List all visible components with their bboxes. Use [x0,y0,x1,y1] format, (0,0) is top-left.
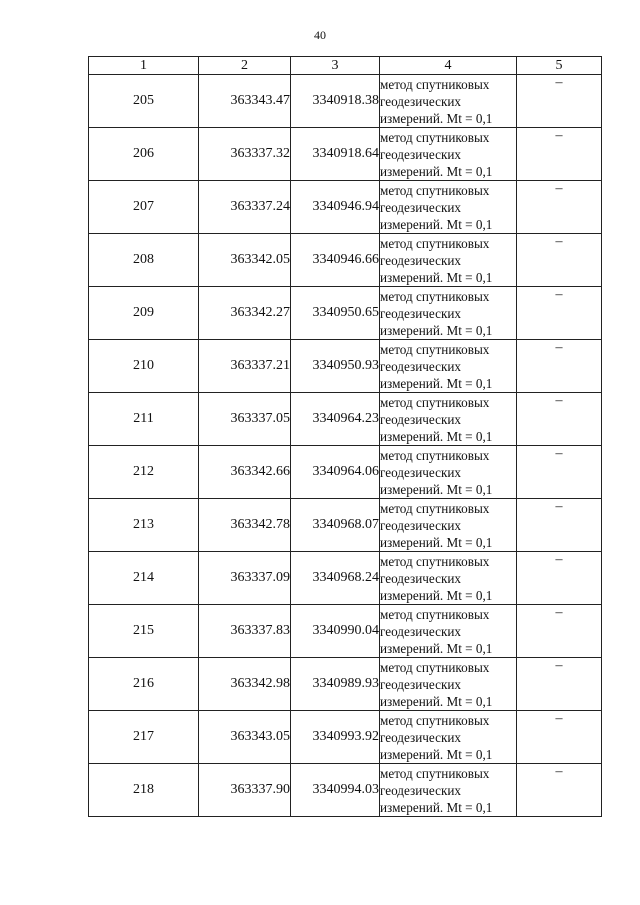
method-line-3: измерений. Mt = 0,1 [380,746,493,762]
method-line-3: измерений. Mt = 0,1 [380,110,493,126]
coordinate-y: 3340989.93 [291,658,380,711]
method-line-2: геодезических [380,570,462,586]
table-row [89,287,602,340]
coordinate-x: 363337.05 [199,393,291,446]
table-row [89,393,602,446]
method-line-1: метод спутниковых [380,129,490,145]
note-cell: – [517,128,602,181]
method-line-2: геодезических [380,199,462,215]
point-number: 208 [89,234,199,287]
method-cell [380,764,517,817]
method-line-3: измерений. Mt = 0,1 [380,693,493,709]
page-number: 40 [314,28,326,42]
method-line-1: метод спутниковых [380,500,490,516]
note-cell: – [517,287,602,340]
note-cell: – [517,75,602,128]
point-number: 211 [89,393,199,446]
coordinate-y: 3340918.64 [291,128,380,181]
point-number: 205 [89,75,199,128]
method-line-2: геодезических [380,146,462,162]
point-number: 217 [89,711,199,764]
method-line-1: метод спутниковых [380,659,490,675]
method-cell [380,711,517,764]
point-number: 214 [89,552,199,605]
table-row [89,605,602,658]
point-number: 206 [89,128,199,181]
point-number: 209 [89,287,199,340]
method-line-1: метод спутниковых [380,606,490,622]
method-line-2: геодезических [380,517,462,533]
table-row [89,128,602,181]
method-cell [380,340,517,393]
method-line-3: измерений. Mt = 0,1 [380,216,493,232]
table-row [89,75,602,128]
coordinate-x: 363342.27 [199,287,291,340]
coordinate-y: 3340950.93 [291,340,380,393]
table-row [89,446,602,499]
coordinate-y: 3340946.94 [291,181,380,234]
method-line-3: измерений. Mt = 0,1 [380,269,493,285]
note-cell: – [517,340,602,393]
method-line-1: метод спутниковых [380,76,490,92]
table-row [89,658,602,711]
method-line-3: измерений. Mt = 0,1 [380,375,493,391]
table-row [89,764,602,817]
method-line-3: измерений. Mt = 0,1 [380,163,493,179]
coordinate-x: 363337.83 [199,605,291,658]
method-line-3: измерений. Mt = 0,1 [380,322,493,338]
coordinate-y: 3340968.07 [291,499,380,552]
coordinate-x: 363337.32 [199,128,291,181]
coordinate-y: 3340964.23 [291,393,380,446]
table-row [89,711,602,764]
method-line-1: метод спутниковых [380,712,490,728]
method-line-3: измерений. Mt = 0,1 [380,534,493,550]
coordinate-y: 3340968.24 [291,552,380,605]
column-header-3: 3 [291,57,380,75]
method-cell [380,393,517,446]
coordinates-table [88,56,602,817]
method-cell [380,499,517,552]
coordinate-x: 363337.24 [199,181,291,234]
coordinate-x: 363343.05 [199,711,291,764]
method-cell [380,552,517,605]
method-cell [380,446,517,499]
coordinate-x: 363342.98 [199,658,291,711]
method-line-2: геодезических [380,252,462,268]
note-cell: – [517,181,602,234]
coordinate-x: 363337.21 [199,340,291,393]
note-cell: – [517,499,602,552]
coordinate-y: 3340990.04 [291,605,380,658]
note-cell: – [517,234,602,287]
coordinate-y: 3340918.38 [291,75,380,128]
method-line-2: геодезических [380,729,462,745]
method-cell [380,605,517,658]
note-cell: – [517,658,602,711]
table-row [89,181,602,234]
table-row [89,499,602,552]
method-line-1: метод спутниковых [380,288,490,304]
method-cell [380,287,517,340]
method-line-2: геодезических [380,411,462,427]
coordinate-x: 363337.09 [199,552,291,605]
method-line-1: метод спутниковых [380,235,490,251]
coordinate-y: 3340964.06 [291,446,380,499]
coordinate-y: 3340994.03 [291,764,380,817]
method-line-1: метод спутниковых [380,553,490,569]
method-line-2: геодезических [380,93,462,109]
table-row [89,234,602,287]
note-cell: – [517,552,602,605]
method-cell [380,128,517,181]
point-number: 207 [89,181,199,234]
coordinate-x: 363342.78 [199,499,291,552]
header-row [89,57,602,75]
table-header [89,57,602,75]
method-line-1: метод спутниковых [380,182,490,198]
point-number: 215 [89,605,199,658]
coordinate-x: 363342.66 [199,446,291,499]
method-line-3: измерений. Mt = 0,1 [380,640,493,656]
method-line-3: измерений. Mt = 0,1 [380,428,493,444]
method-line-2: геодезических [380,464,462,480]
method-line-3: измерений. Mt = 0,1 [380,587,493,603]
table-body [89,75,602,817]
column-header-4: 4 [380,57,517,75]
note-cell: – [517,711,602,764]
method-cell [380,75,517,128]
point-number: 212 [89,446,199,499]
column-header-5: 5 [517,57,602,75]
method-line-2: геодезических [380,305,462,321]
coordinate-x: 363337.90 [199,764,291,817]
coordinate-y: 3340993.92 [291,711,380,764]
column-header-1: 1 [89,57,199,75]
note-cell: – [517,393,602,446]
note-cell: – [517,605,602,658]
point-number: 218 [89,764,199,817]
method-line-3: измерений. Mt = 0,1 [380,799,493,815]
method-line-1: метод спутниковых [380,447,490,463]
method-line-1: метод спутниковых [380,341,490,357]
table-row [89,340,602,393]
column-header-2: 2 [199,57,291,75]
method-line-2: геодезических [380,358,462,374]
method-line-1: метод спутниковых [380,765,490,781]
note-cell: – [517,764,602,817]
point-number: 213 [89,499,199,552]
method-line-2: геодезических [380,623,462,639]
note-cell: – [517,446,602,499]
method-line-2: геодезических [380,782,462,798]
table-row [89,552,602,605]
coordinate-y: 3340950.65 [291,287,380,340]
method-line-2: геодезических [380,676,462,692]
point-number: 216 [89,658,199,711]
method-line-1: метод спутниковых [380,394,490,410]
method-cell [380,658,517,711]
method-line-3: измерений. Mt = 0,1 [380,481,493,497]
method-cell [380,234,517,287]
coordinate-x: 363342.05 [199,234,291,287]
coordinate-x: 363343.47 [199,75,291,128]
point-number: 210 [89,340,199,393]
method-cell [380,181,517,234]
coordinate-y: 3340946.66 [291,234,380,287]
